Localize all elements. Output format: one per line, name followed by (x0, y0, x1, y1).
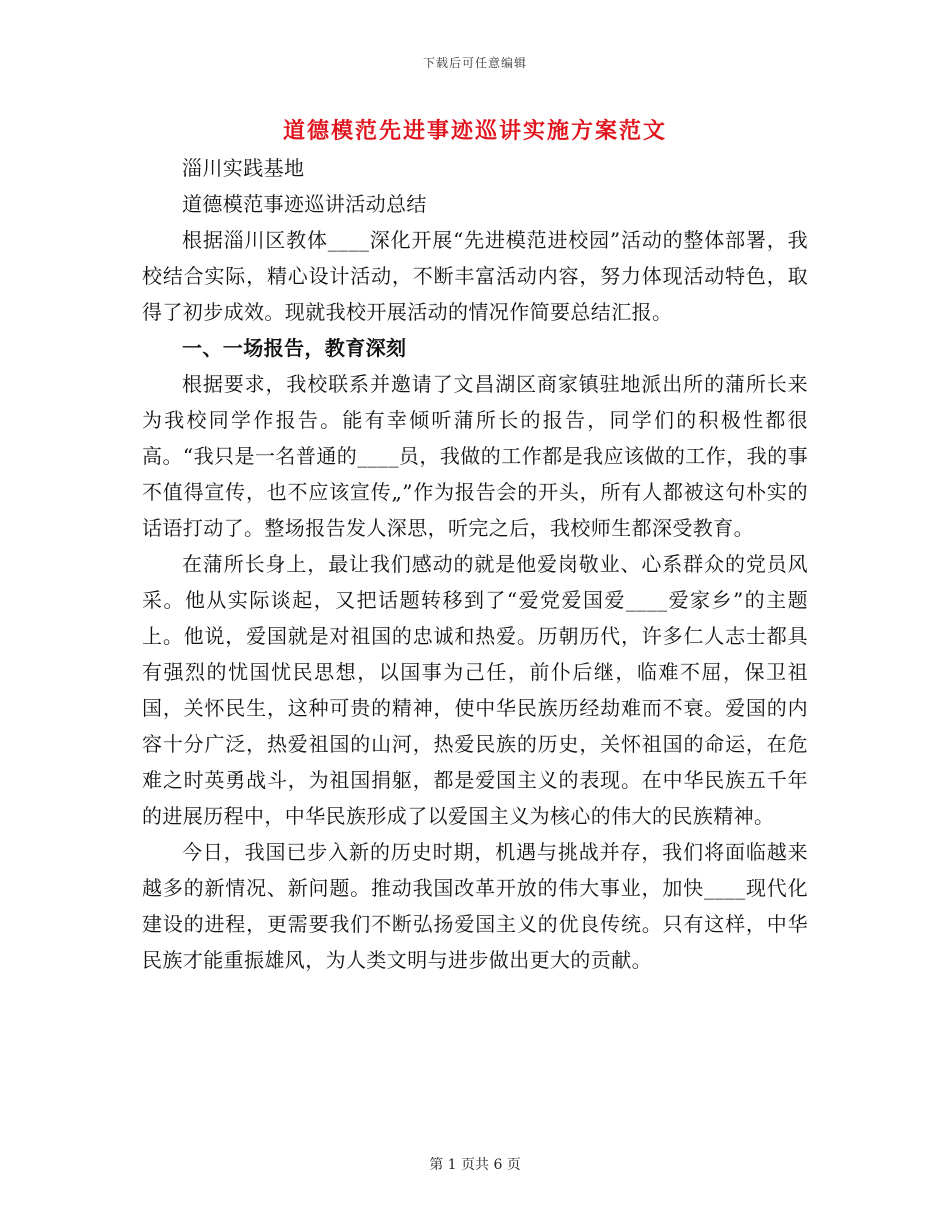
paragraph-new-era: 今日，我国已步入新的历史时期，机遇与挑战并存，我们将面临越来越多的新情况、新问题。推动我国改革开放的伟大事业，加快____现代化建设的进程，更需要我们不断弘扬爱国主义的优良传统。只有这样，中华民族才能重振雄风，为人类文明与进步做出更大的贡献。 (142, 840, 808, 972)
paragraph-report: 根据要求，我校联系并邀请了文昌湖区商家镇驻地派出所的蒲所长来为我校同学作报告。能有幸倾听蒲所长的报告，同学们的积极性都很高。“我只是一名普通的____员，我做的工作都是我应该做的工作，我的事不值得宣传，也不应该宣传„”作为报告会的开头，所有人都被这句朴实的话语打动了。整场报告发人深思，听完之后，我校师生都深受教育。 (142, 372, 808, 540)
document-title: 道德模范先进事迹巡讲实施方案范文 (282, 118, 667, 144)
paragraph-patriotism: 在蒲所长身上，最让我们感动的就是他爱岗敬业、心系群众的党员风采。他从实际谈起，又把话题转移到了“爱党爱国爱____爱家乡”的主题上。他说，爱国就是对祖国的忠诚和热爱。历朝历代，许多仁人志士都具有强烈的忧国忧民思想，以国事为己任，前仆后继，临难不屈，保卫祖国，关怀民生，这种可贵的精神，使中华民族历经劫难而不衰。爱国的内容十分广泛，热爱祖国的山河，热爱民族的历史，关怀祖国的命运，在危难之时英勇战斗，为祖国捐躯，都是爱国主义的表现。在中华民族五千年的进展历程中，中华民族形成了以爱国主义为核心的伟大的民族精神。 (142, 552, 808, 828)
paragraph-intro: 根据淄川区教体____深化开展“先进模范进校园”活动的整体部署，我校结合实际，精心设计活动，不断丰富活动内容，努力体现活动特色，取得了初步成效。现就我校开展活动的情况作简要总结汇报。 (142, 228, 808, 324)
paragraph-base-name: 淄川实践基地 (182, 156, 305, 180)
document-body (142, 150, 808, 978)
paragraph-subtitle: 道德模范事迹巡讲活动总结 (182, 192, 427, 216)
header-note: 下载后可任意编辑 (422, 56, 527, 70)
page-indicator: 第 1 页共 6 页 (429, 1157, 521, 1173)
section-heading: 一、一场报告，教育深刻 (182, 336, 407, 360)
